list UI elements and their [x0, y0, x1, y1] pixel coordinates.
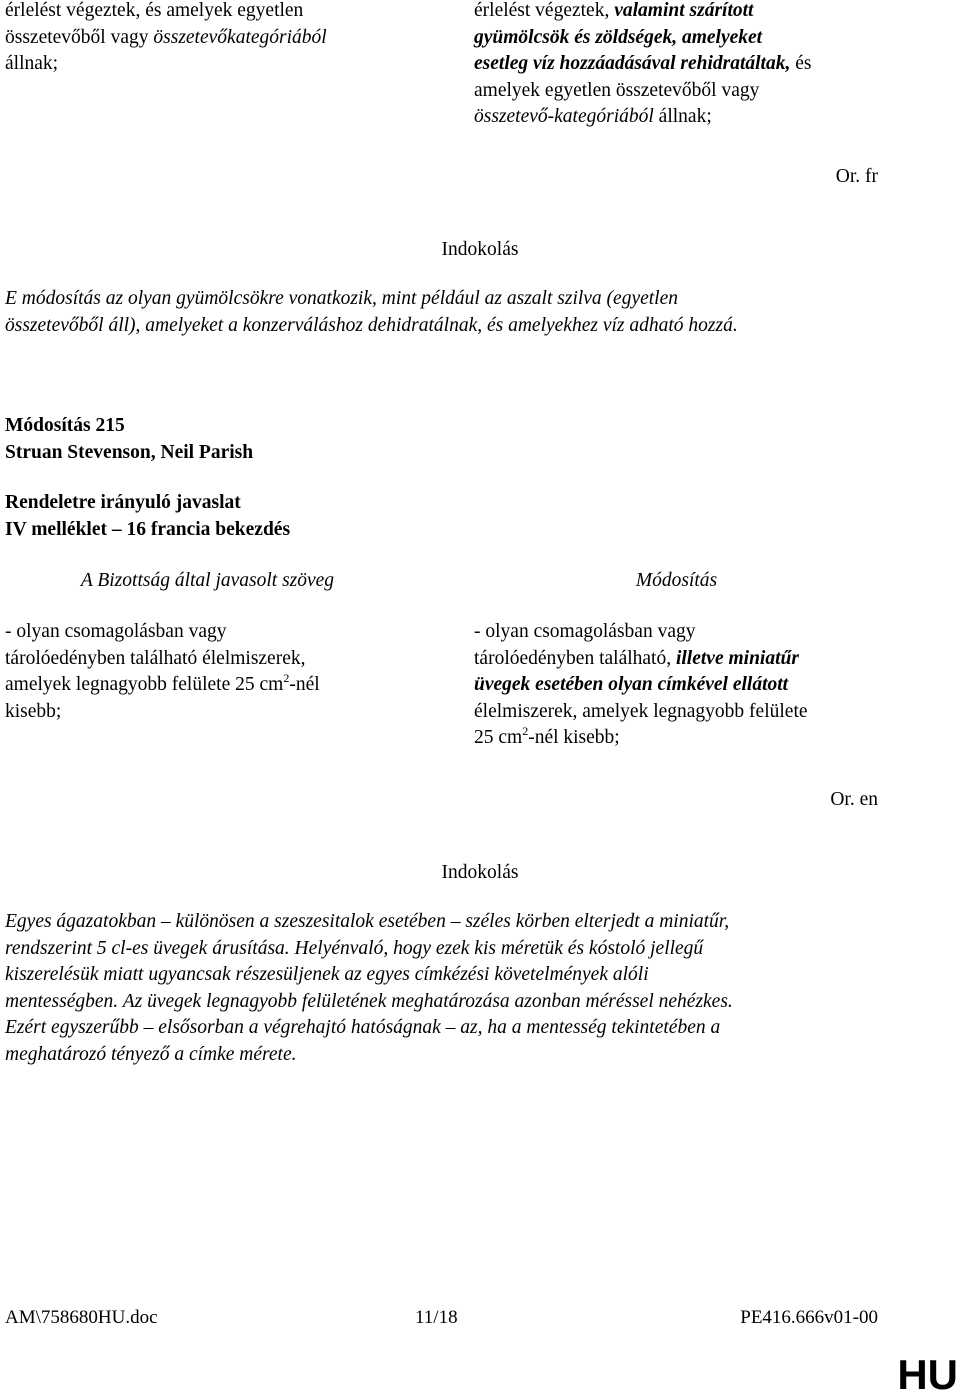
- justification-2-line: mentességben. Az üvegek legnagyobb felületének meghatározása azonban méréssel nehézkes.: [5, 990, 733, 1012]
- amendment-line: - olyan csomagolásban vagy: [474, 621, 696, 642]
- amendment-column-heading: Módosítás: [635, 570, 718, 591]
- top-right-line: érlelést végeztek, valamint szárított: [474, 0, 754, 21]
- amendment-line: üvegek esetében olyan címkével ellátott: [474, 674, 789, 695]
- justification-heading: Indokolás: [441, 239, 519, 260]
- amendment-number: Módosítás 215: [5, 415, 125, 436]
- justification-2-line: kiszerelésük miatt ugyancsak részesüljenek az egyes címkézési követelmények alóli: [5, 964, 649, 985]
- proposal-title: Rendeletre irányuló javaslat: [5, 492, 241, 513]
- top-right-text: [474, 0, 914, 131]
- justification-line: E módosítás az olyan gyümölcsökre vonatkozik, mint például az aszalt szilva (egyetlen: [5, 288, 679, 309]
- top-right-line: amelyek egyetlen összetevőből vagy: [474, 79, 760, 101]
- commission-line: - olyan csomagolásban vagy: [5, 621, 227, 642]
- top-left-line: érlelést végeztek, és amelyek egyetlen: [5, 0, 304, 21]
- top-left-text: [5, 0, 425, 78]
- language-code: HU: [897, 1351, 958, 1398]
- footer-document-ref: PE416.666v01-00: [740, 1307, 878, 1328]
- amendment-header: [5, 413, 885, 466]
- amendment-line: élelmiszerek, amelyek legnagyobb felülete: [474, 700, 808, 722]
- justification-heading-2: Indokolás: [441, 862, 519, 883]
- commission-text: [5, 619, 425, 725]
- commission-line: tárolóedényben található élelmiszerek,: [5, 647, 306, 669]
- amendment-text: [474, 619, 914, 752]
- justification-2-line: meghatározó tényező a címke mérete.: [5, 1043, 297, 1065]
- justification-2-line: rendszerint 5 cl-es üvegek árusítása. Helyénvaló, hogy ezek kis méretük és kóstoló jellegű: [5, 937, 704, 959]
- footer-filename: AM\758680HU.doc: [5, 1307, 158, 1328]
- commission-line: kisebb;: [5, 700, 62, 722]
- commission-text-heading: A Bizottság által javasolt szöveg: [80, 570, 335, 591]
- justification-text-2: [5, 909, 885, 1068]
- top-left-line: összetevőből vagy összetevőkategóriából: [5, 26, 327, 48]
- justification-text: [5, 286, 885, 339]
- original-language-en: Or. en: [830, 789, 878, 810]
- footer-page-number: 11/18: [415, 1307, 458, 1328]
- justification-line: összetevőből áll), amelyeket a konzerváláshoz dehidratálnak, és amelyekhez víz adható hozzá.: [5, 314, 738, 336]
- amendment-line: tárolóedényben található, illetve miniatűr: [474, 647, 799, 669]
- top-right-line: összetevő-kategóriából állnak;: [474, 106, 712, 127]
- top-right-line: gyümölcsök és zöldségek, amelyeket: [474, 26, 763, 48]
- amendment-line: 25 $cm^2$-nél kisebb;: [474, 724, 620, 748]
- original-language-fr: Or. fr: [835, 166, 878, 187]
- justification-2-line: Egyes ágazatokban – különösen a szeszesitalok esetében – széles körben elterjedt a miniatűr,: [5, 911, 730, 932]
- amendment-authors: Struan Stevenson, Neil Parish: [5, 441, 254, 463]
- commission-line: amelyek legnagyobb felülete 25 $cm^2$-nél: [5, 671, 320, 695]
- top-right-line: esetleg víz hozzáadásával rehidratáltak, és: [474, 53, 812, 74]
- top-left-line: állnak;: [5, 53, 59, 74]
- justification-2-line: Ezért egyszerűbb – elsősorban a végrehajtó hatóságnak – az, ha a mentesség tekintetében a: [5, 1017, 721, 1038]
- annex-reference: IV melléklet – 16 francia bekezdés: [5, 518, 291, 540]
- amendment-reference-block: [5, 490, 885, 543]
